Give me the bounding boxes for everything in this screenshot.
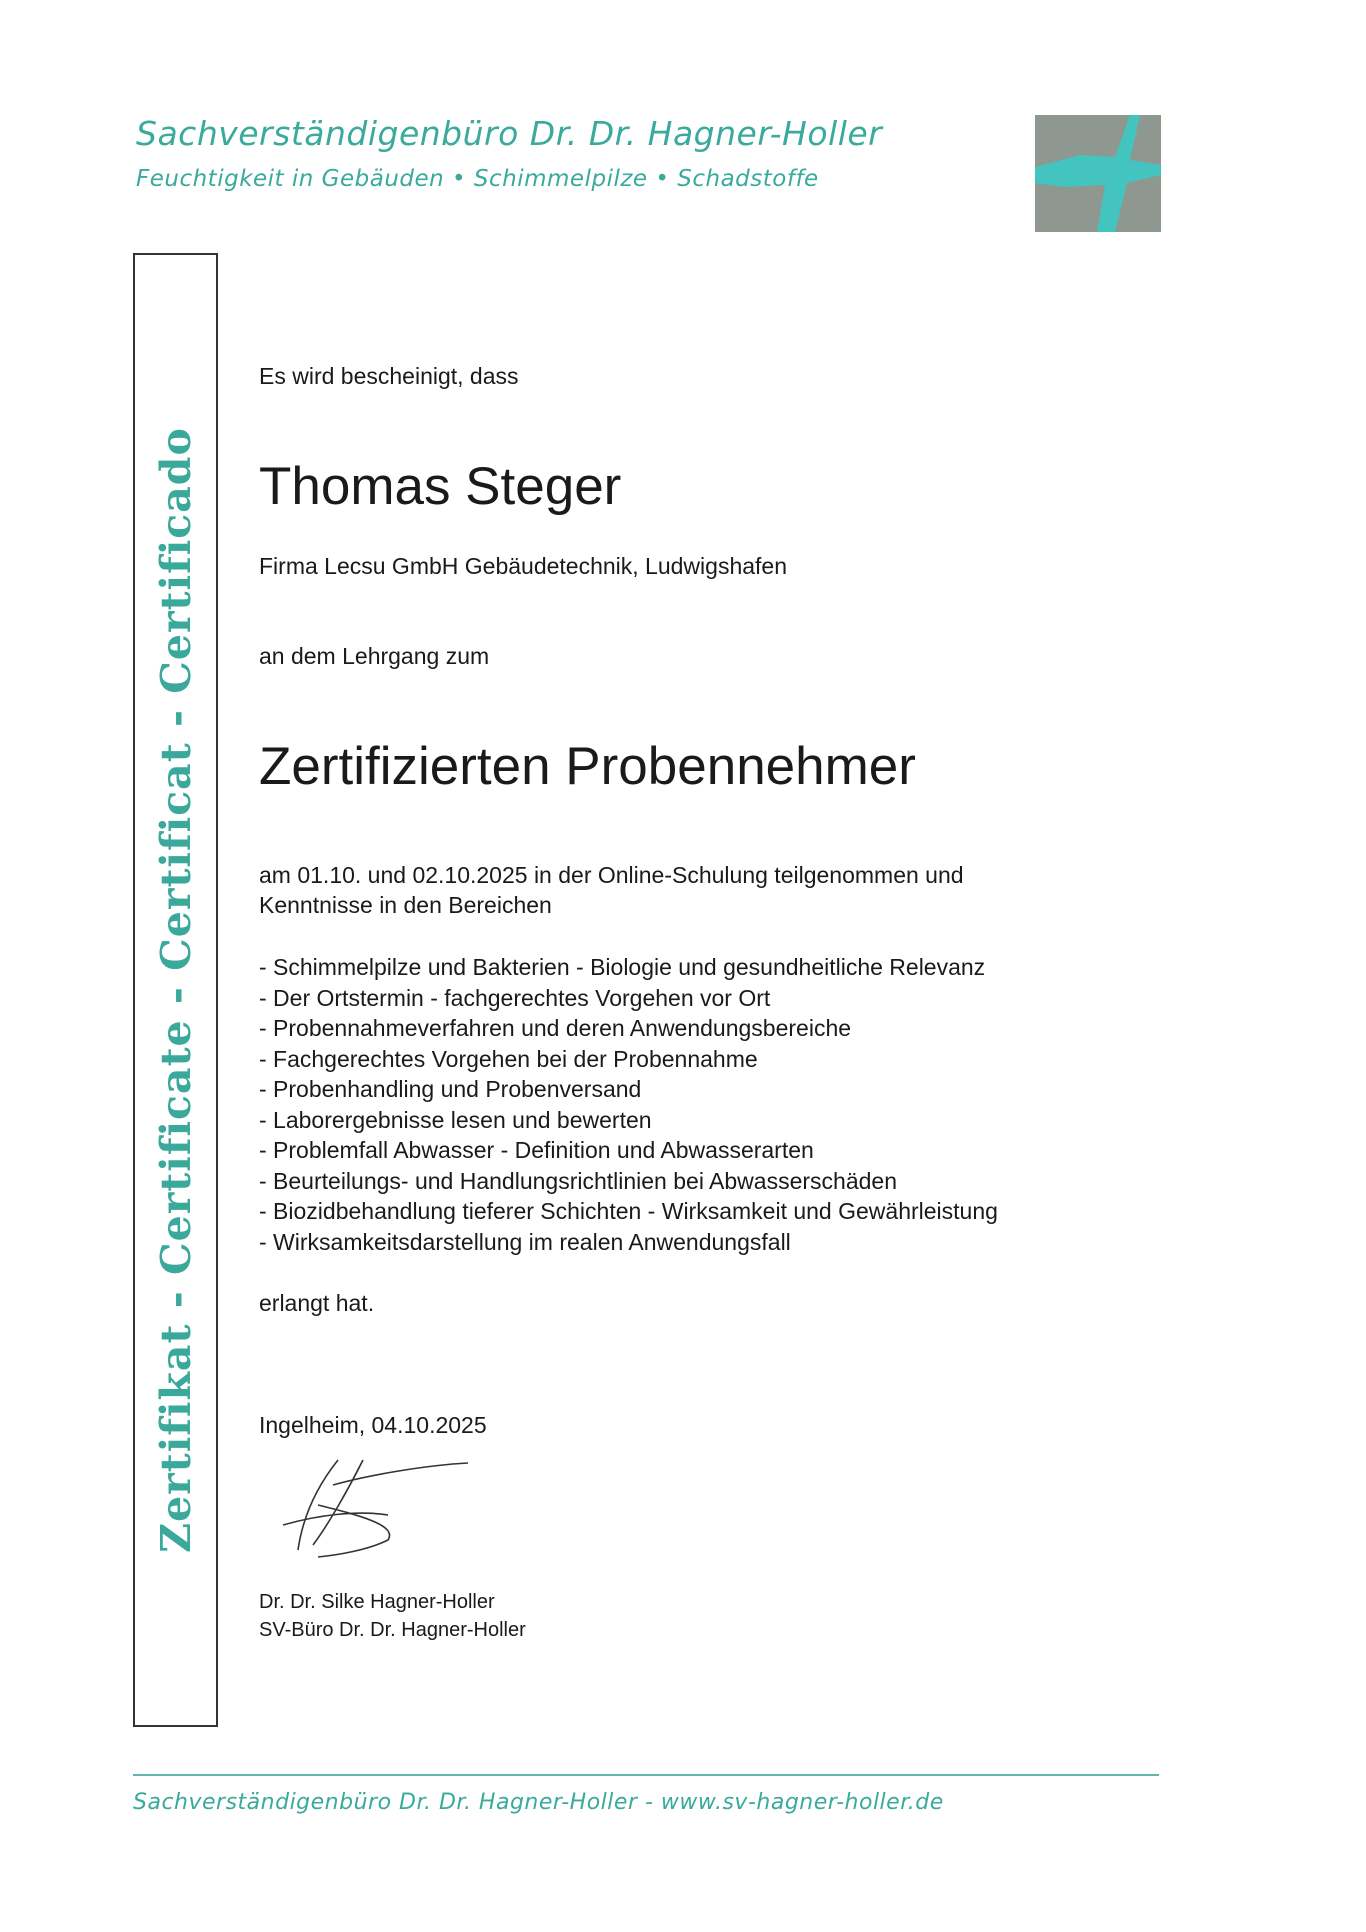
intro-text: Es wird bescheinigt, dass (259, 363, 519, 389)
company-logo (1035, 115, 1161, 232)
topic-item: - Laborergebnisse lesen und bewerten (259, 1106, 652, 1133)
course-title: Zertifizierten Probennehmer (259, 737, 916, 796)
header-subtitle: Feuchtigkeit in Gebäuden • Schimmelpilze • Schadstoffe (136, 166, 819, 192)
closing-text: erlangt hat. (259, 1290, 375, 1316)
signer-organization: SV-Büro Dr. Dr. Hagner-Holler (259, 1619, 526, 1641)
topic-item: - Probenhandling und Probenversand (259, 1076, 642, 1102)
date-line-1: am 01.10. und 02.10.2025 in der Online-Schulung teilgenommen und (259, 862, 964, 888)
side-banner-text: Zertifikat - Certificate - Certificat - Certificado (151, 427, 200, 1553)
place-date: Ingelheim, 04.10.2025 (259, 1412, 487, 1438)
signer-name: Dr. Dr. Silke Hagner-Holler (259, 1591, 495, 1613)
topic-item: - Probennahmeverfahren und deren Anwendungsbereiche (259, 1015, 852, 1041)
header-title: Sachverständigenbüro Dr. Dr. Hagner-Holler (136, 114, 883, 153)
topic-item: - Fachgerechtes Vorgehen bei der Probennahme (259, 1045, 758, 1072)
signature (278, 1455, 478, 1565)
recipient-company: Firma Lecsu GmbH Gebäudetechnik, Ludwigshafen (259, 553, 788, 579)
course-intro: an dem Lehrgang zum (259, 643, 490, 669)
topic-item: - Der Ortstermin - fachgerechtes Vorgehen vor Ort (259, 984, 771, 1011)
footer-divider (133, 1774, 1159, 1776)
topic-item: - Schimmelpilze und Bakterien - Biologie und gesundheitliche Relevanz (259, 954, 986, 980)
footer-text: Sachverständigenbüro Dr. Dr. Hagner-Holler - www.sv-hagner-holler.de (133, 1790, 944, 1815)
certificate-side-banner (133, 253, 218, 1727)
topic-item: - Beurteilungs- und Handlungsrichtlinien bei Abwasserschäden (259, 1167, 897, 1194)
topic-item: - Problemfall Abwasser - Definition und Abwasserarten (259, 1137, 814, 1163)
topic-item: - Biozidbehandlung tieferer Schichten - Wirksamkeit und Gewährleistung (259, 1198, 998, 1224)
topic-list (259, 952, 998, 1257)
date-line-2: Kenntnisse in den Bereichen (259, 892, 552, 918)
recipient-name: Thomas Steger (259, 457, 622, 516)
topic-item: - Wirksamkeitsdarstellung im realen Anwendungsfall (259, 1228, 791, 1255)
